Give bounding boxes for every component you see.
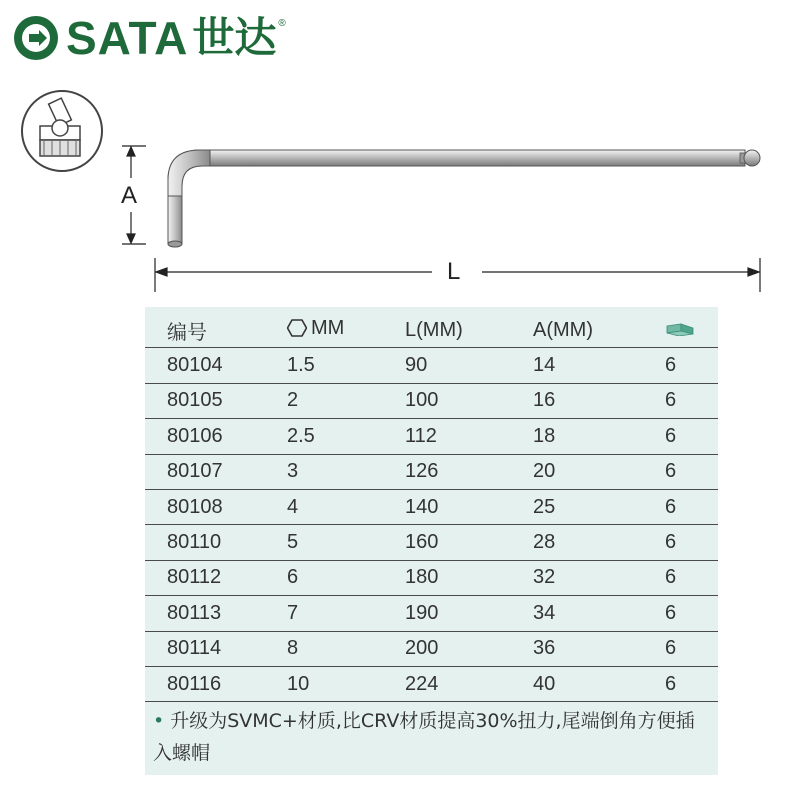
cell-length: 190 [405, 596, 533, 631]
header-qty [665, 313, 718, 348]
cell-length: 180 [405, 560, 533, 595]
cell-qty: 6 [665, 419, 718, 454]
brand-name-cn: 世达 [192, 13, 277, 62]
cell-hex-size: 1.5 [287, 348, 405, 383]
cell-length: 126 [405, 454, 533, 489]
cell-a-length: 36 [533, 631, 665, 666]
cell-a-length: 28 [533, 525, 665, 560]
cell-item-no: 80105 [145, 383, 287, 418]
cell-hex-size: 5 [287, 525, 405, 560]
cell-length: 140 [405, 489, 533, 524]
table-row [145, 525, 718, 560]
table-row [145, 419, 718, 454]
spec-table [145, 313, 718, 702]
cell-length: 160 [405, 525, 533, 560]
spec-panel [145, 307, 718, 775]
cell-a-length: 40 [533, 666, 665, 701]
header-hex-size [287, 313, 405, 348]
cell-a-length: 34 [533, 596, 665, 631]
cell-qty: 6 [665, 560, 718, 595]
table-row [145, 596, 718, 631]
hexagon-icon [287, 319, 307, 337]
cell-length: 100 [405, 383, 533, 418]
hex-key-drawing [0, 0, 800, 300]
cell-qty: 6 [665, 596, 718, 631]
cell-a-length: 20 [533, 454, 665, 489]
cell-hex-size: 10 [287, 666, 405, 701]
header-item-no: 编号 [145, 313, 287, 348]
cell-item-no: 80114 [145, 631, 287, 666]
cell-hex-size: 2.5 [287, 419, 405, 454]
cell-a-length: 32 [533, 560, 665, 595]
cell-qty: 6 [665, 348, 718, 383]
dimension-l-label: L [447, 258, 461, 285]
header-length: L(MM) [405, 313, 533, 348]
cell-item-no: 80110 [145, 525, 287, 560]
cell-length: 224 [405, 666, 533, 701]
cell-hex-size: 2 [287, 383, 405, 418]
table-row [145, 666, 718, 701]
cell-hex-size: 4 [287, 489, 405, 524]
table-row [145, 631, 718, 666]
note-text: 升级为SVMC+材质,比CRV材质提高30%扭力,尾端倒角方便插入螺帽 [153, 710, 695, 764]
cell-hex-size: 3 [287, 454, 405, 489]
cell-item-no: 80107 [145, 454, 287, 489]
feature-note [153, 705, 713, 769]
cell-item-no: 80113 [145, 596, 287, 631]
registered-mark: ® [278, 18, 286, 29]
cell-qty: 6 [665, 489, 718, 524]
header-a: A(MM) [533, 313, 665, 348]
table-header-row [145, 313, 718, 348]
cell-qty: 6 [665, 631, 718, 666]
cell-a-length: 16 [533, 383, 665, 418]
table-row [145, 383, 718, 418]
cell-qty: 6 [665, 666, 718, 701]
table-row [145, 489, 718, 524]
cell-item-no: 80112 [145, 560, 287, 595]
cell-qty: 6 [665, 525, 718, 560]
table-row [145, 560, 718, 595]
dimension-a-label: A [121, 182, 138, 209]
cell-item-no: 80116 [145, 666, 287, 701]
cell-a-length: 18 [533, 419, 665, 454]
header-hex-size-label: MM [311, 316, 345, 339]
brand-name: SATA [66, 12, 189, 64]
cell-a-length: 14 [533, 348, 665, 383]
cell-hex-size: 6 [287, 560, 405, 595]
ball-end-hex-icon [22, 91, 102, 171]
package-qty-icon [665, 322, 695, 336]
cell-qty: 6 [665, 454, 718, 489]
cell-item-no: 80104 [145, 348, 287, 383]
hex-key-shape [168, 150, 760, 247]
cell-a-length: 25 [533, 489, 665, 524]
note-bullet: • [153, 710, 165, 732]
cell-hex-size: 7 [287, 596, 405, 631]
cell-length: 112 [405, 419, 533, 454]
table-row [145, 454, 718, 489]
table-row [145, 348, 718, 383]
cell-hex-size: 8 [287, 631, 405, 666]
cell-item-no: 80106 [145, 419, 287, 454]
cell-length: 90 [405, 348, 533, 383]
cell-length: 200 [405, 631, 533, 666]
cell-qty: 6 [665, 383, 718, 418]
cell-item-no: 80108 [145, 489, 287, 524]
